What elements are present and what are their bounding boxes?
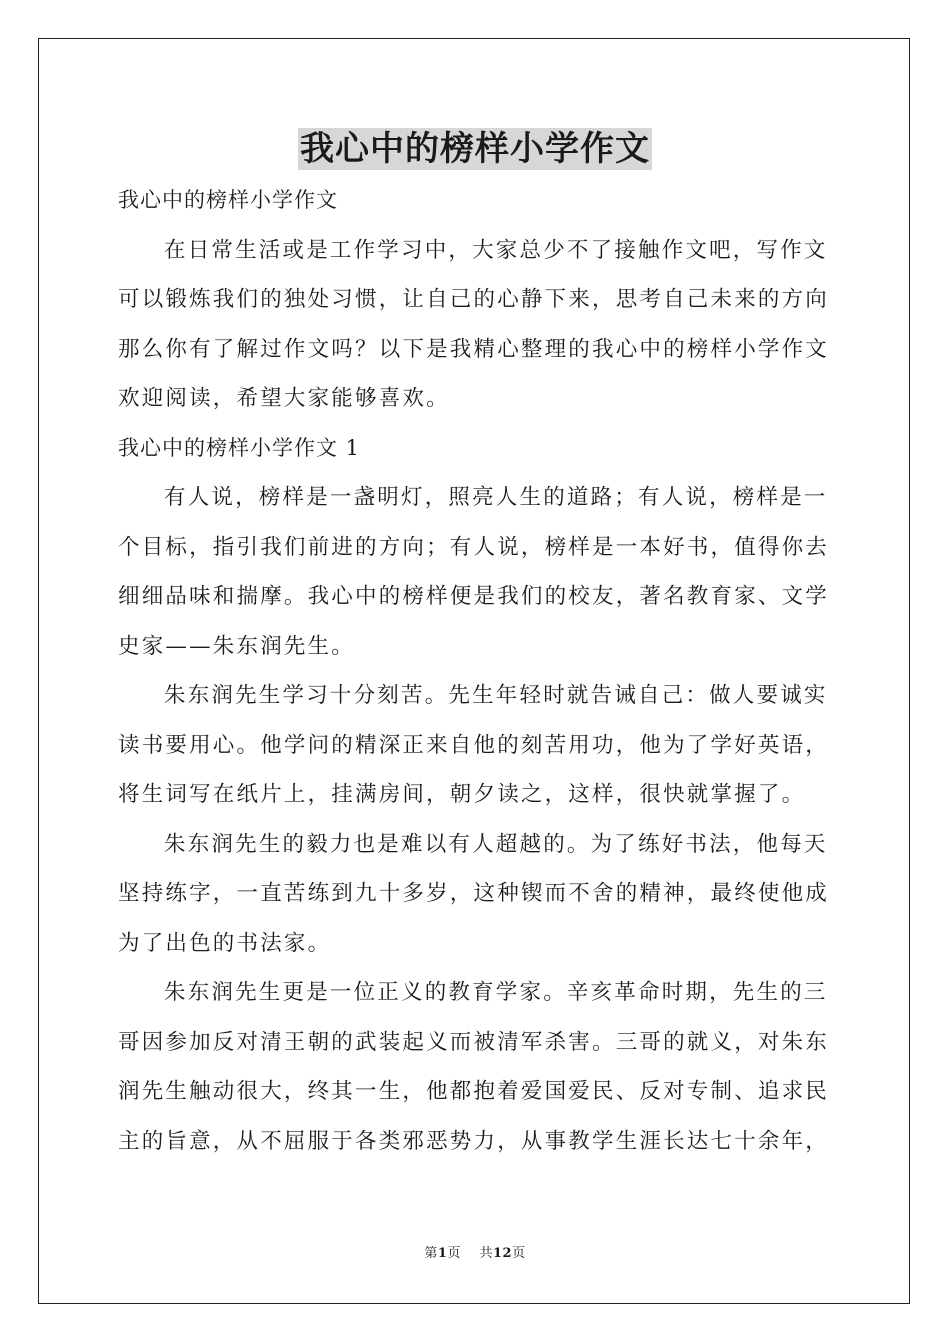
total-suffix: 页 (512, 1246, 526, 1261)
page-suffix: 页 (447, 1246, 461, 1261)
text-line: 朱东润先生的毅力也是难以有人超越的。为了练好书法，他每天 (164, 831, 828, 857)
total-pages: 12 (493, 1246, 513, 1261)
document-title: 我心中的榜样小学作文 (300, 129, 650, 169)
page-prefix: 第 (424, 1246, 438, 1261)
text-line: 可以锻炼我们的独处习惯，让自己的心静下来，思考自己未来的方向 (118, 287, 830, 312)
text-line: 个目标，指引我们前进的方向；有人说，榜样是一本好书，值得你去 (118, 534, 830, 560)
text-line: 朱东润先生更是一位正义的教育学家。辛亥革命时期，先生的三 (164, 980, 828, 1005)
text-line: 有人说，榜样是一盏明灯，照亮人生的道路；有人说，榜样是一 (164, 485, 828, 510)
total-prefix: 共 (479, 1246, 493, 1261)
paragraph-1 (118, 473, 836, 671)
text-line: 哥因参加反对清王朝的武装起义而被清军杀害。三哥的就义，对朱东 (118, 1029, 830, 1055)
text-line: 主的旨意，从不屈服于各类邪恶势力，从事教学生涯长达七十余年， (118, 1128, 830, 1154)
title-container (0, 128, 950, 170)
paragraph-2 (118, 671, 836, 820)
page-footer (0, 1242, 950, 1261)
text-line: 将生词写在纸片上，挂满房间，朝夕读之，这样，很快就掌握了。 (118, 782, 806, 807)
text-line: 那么你有了解过作文吗？以下是我精心整理的我心中的榜样小学作文 (118, 336, 830, 362)
text-line: 细细品味和揣摩。我心中的榜样便是我们的校友，著名教育家、文学 (118, 584, 830, 609)
text-line: 朱东润先生学习十分刻苦。先生年轻时就告诫自己：做人要诚实 (164, 683, 828, 708)
document-body (118, 176, 836, 1166)
text-line: 读书要用心。他学问的精深正来自他的刻苦用功，他为了学好英语， (118, 732, 830, 758)
page-number: 1 (437, 1246, 448, 1261)
paragraph-4 (118, 968, 836, 1166)
document-subtitle: 我心中的榜样小学作文 (118, 188, 338, 212)
text-line: 欢迎阅读，希望大家能够喜欢。 (118, 386, 450, 411)
intro-paragraph (118, 226, 836, 424)
text-line: 在日常生活或是工作学习中，大家总少不了接触作文吧，写作文 (164, 237, 828, 263)
section-heading: 我心中的榜样小学作文 1 (118, 435, 361, 460)
text-line: 坚持练字，一直苦练到九十多岁，这种锲而不舍的精神，最终使他成 (118, 881, 830, 906)
text-line: 为了出色的书法家。 (118, 930, 332, 956)
text-line: 史家——朱东润先生。 (118, 633, 356, 659)
text-line: 润先生触动很大，终其一生，他都抱着爱国爱民、反对专制、追求民 (118, 1079, 830, 1104)
paragraph-3 (118, 820, 836, 969)
